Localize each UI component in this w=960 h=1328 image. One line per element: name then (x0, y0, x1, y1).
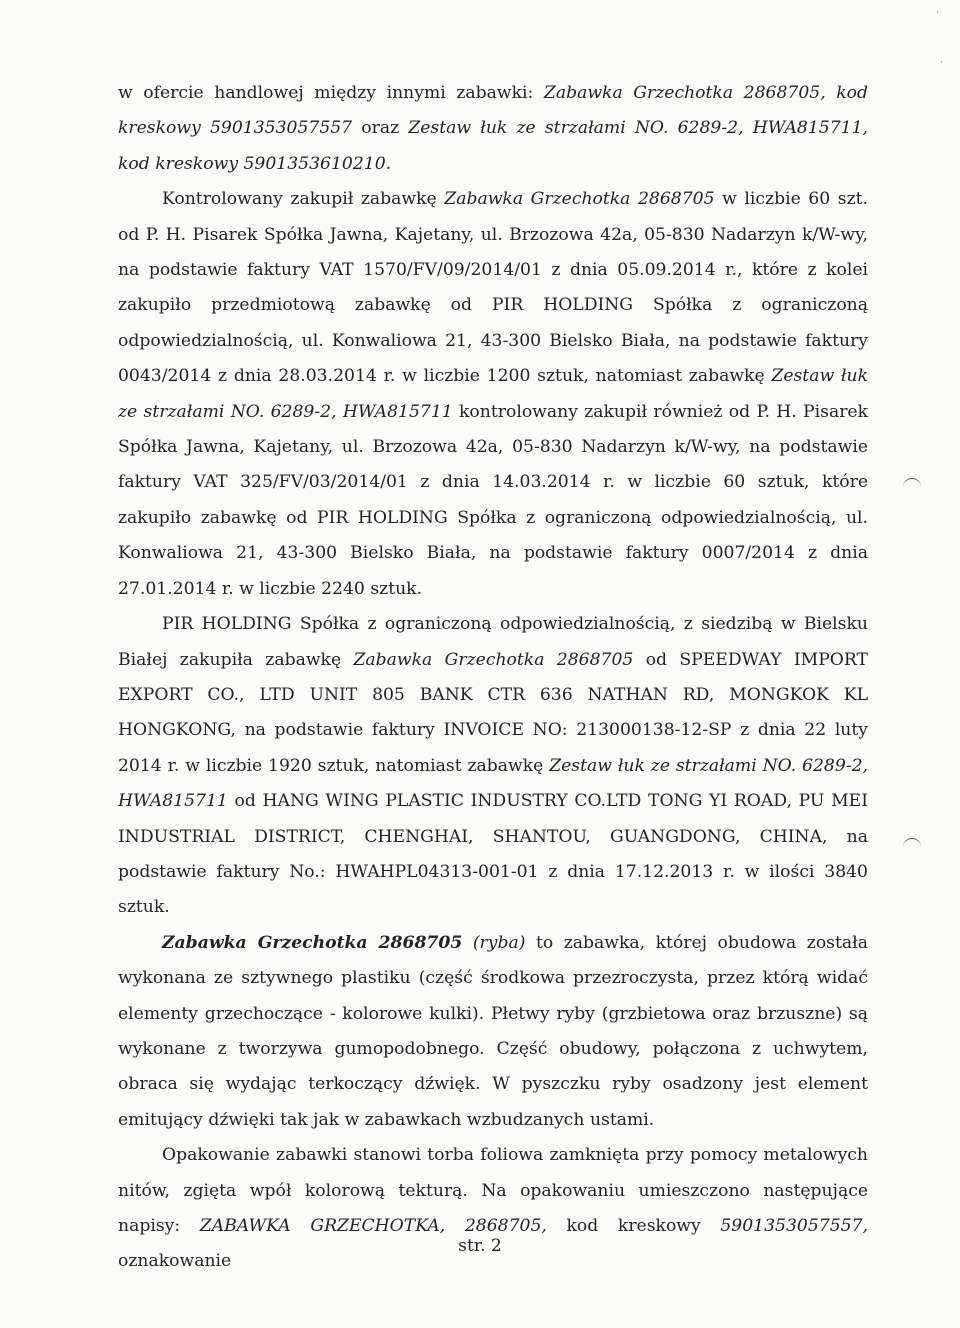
p5-text-2: kod kreskowy (546, 1216, 721, 1236)
p3-text-3: od HANG WING PLASTIC INDUSTRY CO.LTD TONG YI ROAD, PU MEI INDUSTRIAL DISTRICT, CHENGHAI, SHANTOU, GUANGDONG, CHINA, na podstawie faktury No.: HWAHPL04313-001-01 z dnia 17.12.2013 r. w ilości 3840 sztuk. (118, 791, 868, 918)
p1-text-1: w ofercie handlowej między innymi zabawki: (118, 83, 544, 103)
p3-text-2: od SPEEDWAY IMPORT EXPORT CO., LTD UNIT 805 BANK CTR 636 NATHAN RD, MONGKOK KL HONGKONG, na podstawie faktury INVOICE NO: 213000138-12-SP z dnia 22 luty 2014 r. w liczbie 1920 sztuk, natomiast zabawkę (118, 649, 868, 776)
paragraph-pir-holding (118, 607, 868, 926)
paragraph-packaging (118, 1138, 868, 1280)
p3-text-1: PIR HOLDING Spółka z ograniczoną odpowiedzialnością, z siedzibą w Bielsku Białej zakupiła zabawkę (118, 614, 868, 670)
p3-bow-set-name: Zestaw łuk ze strzałami NO. 6289-2, HWA815711 (118, 755, 868, 812)
page-number: str. 2 (458, 1236, 502, 1256)
p5-label-name: ZABAWKA GRZECHOTKA, 2868705, (199, 1216, 547, 1236)
scan-artifact-arc (903, 478, 921, 497)
document-body (118, 76, 868, 1280)
p3-rattle-name: Zabawka Grzechotka 2868705 (353, 649, 634, 670)
p5-text-3: oznakowanie (118, 1251, 232, 1272)
paragraph-rattle-description (118, 926, 868, 1138)
p2-text-3: kontrolowany zakupił również od P. H. Pisarek Spółka Jawna, Kajetany, ul. Brzozowa 42a, 05-830 Nadarzyn k/W-wy, na podstawie faktury VAT 325/FV/03/2014/01 z dnia 14.03.2014 r. w liczbie 60 sztuk, które zakupiło zabawkę od PIR HOLDING Spółka z ograniczoną odpowiedzialnością, ul. Konwaliowa 21, 43-300 Bielsko Biała, na podstawie faktury 0007/2014 z dnia 27.01.2014 r. w liczbie 2240 sztuk. (118, 401, 868, 599)
scan-artifact-mark: · (940, 58, 943, 68)
p5-text-1: Opakowanie zabawki stanowi torba foliowa zamknięta przy pomocy metalowych nitów, zgięta wpół kolorową tekturą. Na opakowaniu umieszczono następujące napisy: (118, 1145, 868, 1236)
p1-bow-set-barcode: Zestaw łuk ze strzałami NO. 6289-2, HWA815711, kod kreskowy 5901353610210. (118, 118, 868, 174)
p2-text-2: w liczbie 60 szt. od P. H. Pisarek Spółka Jawna, Kajetany, ul. Brzozowa 42a, 05-830 Nadarzyn k/W-wy, na podstawie faktury VAT 1570/FV/09/2014/01 z dnia 05.09.2014 r., które z kolei zakupiło przedmiotową zabawkę od PIR HOLDING Spółka z ograniczoną odpowiedzialnością, ul. Konwaliowa 21, 43-300 Bielsko Biała, na podstawie faktury 0043/2014 z dnia 28.03.2014 r. w liczbie 1200 sztuk, natomiast zabawkę (118, 189, 868, 387)
p4-text: to zabawka, której obudowa została wykonana ze sztywnego plastiku (część środkowa przezroczysta, przez którą widać elementy grzechoczące - kolorowe kulki). Płetwy ryby (grzbietowa oraz brzuszne) są wykonane z tworzywa gumopodobnego. Część obudowy, połączona z uchwytem, obraca się wydając terkoczący dźwięk. W pyszczku ryby osadzony jest element emitujący dźwięki tak jak w zabawkach wzbudzanych ustami. (118, 932, 868, 1130)
p4-rattle-name: Zabawka Grzechotka 2868705 (162, 932, 463, 953)
p5-barcode: 5901353057557, (720, 1216, 868, 1236)
p1-text-2: oraz (352, 118, 409, 139)
p4-fish-note: (ryba) (462, 932, 526, 953)
p2-rattle-name: Zabawka Grzechotka 2868705 (444, 189, 715, 210)
paragraph-offer (118, 76, 868, 182)
paragraph-purchase (118, 182, 868, 607)
p2-bow-set-name: Zestaw łuk ze strzałami NO. 6289-2, HWA815711 (118, 366, 868, 422)
scan-artifact-mark: · (936, 8, 939, 18)
p2-text-1: Kontrolowany zakupił zabawkę (162, 189, 445, 210)
p1-rattle-barcode: Zabawka Grzechotka 2868705, kod kreskowy 5901353057557 (118, 83, 869, 139)
scan-artifact-arc (903, 838, 921, 857)
